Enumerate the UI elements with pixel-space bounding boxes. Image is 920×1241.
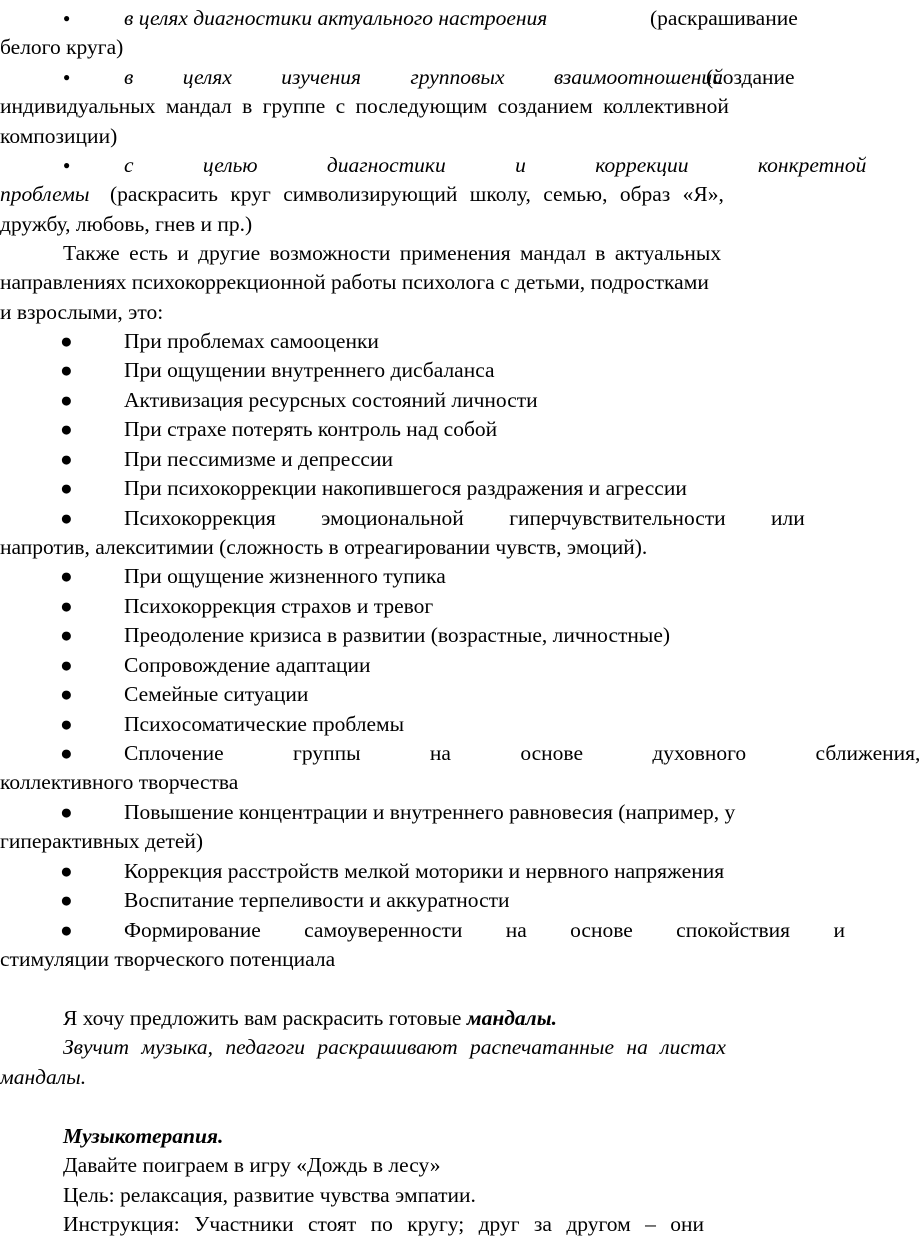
- list-item: Повышение концентрации и внутреннего равновесия (например, у: [124, 800, 736, 824]
- bullet-dot: ●: [60, 594, 73, 618]
- bullet-dot: ●: [60, 918, 73, 942]
- list-item: Семейные ситуации: [124, 682, 309, 706]
- offer-line: [63, 1004, 557, 1034]
- music-note-line2: мандалы.: [0, 1065, 87, 1089]
- list-item: Коррекция расстройств мелкой моторики и нервного напряжения: [124, 859, 725, 883]
- intro-bullet-3-italic-line1: с целью диагностики и коррекции конкретной: [124, 153, 867, 177]
- list-item: Сопровождение адаптации: [124, 653, 371, 677]
- bullet-dot: ●: [60, 564, 73, 588]
- goal-line: Цель: релаксация, развитие чувства эмпатии.: [63, 1183, 476, 1207]
- bullet-dot: ●: [60, 447, 73, 471]
- bullet-dot: ●: [60, 859, 73, 883]
- list-item: При страхе потерять контроль над собой: [124, 417, 498, 441]
- bullet-dot: ●: [60, 712, 73, 736]
- list-item: Формирование самоуверенности на основе спокойствия и: [124, 918, 845, 942]
- bullet-dot: ●: [60, 388, 73, 412]
- intro-bullet-1-italic: [124, 4, 646, 34]
- list-item: При проблемах самооценки: [124, 329, 379, 353]
- intro-bullet-1-rest: (раскрашивание: [650, 6, 798, 30]
- list-item: Психосоматические проблемы: [124, 712, 405, 736]
- bullet-dot: ●: [63, 158, 71, 172]
- list-item-continuation: стимуляции творческого потенциала: [0, 947, 336, 971]
- list-item-continuation: коллективного творчества: [0, 770, 239, 794]
- bullet-dot: ●: [60, 623, 73, 647]
- list-item: При ощущение жизненного тупика: [124, 564, 446, 588]
- bullet-dot: ●: [60, 741, 73, 765]
- intro-bullet-2-rest-line2: индивидуальных мандал в группе с последующим созданием коллективной: [0, 94, 729, 118]
- bullet-dot: ●: [60, 653, 73, 677]
- instruction-line1: Инструкция: Участники стоят по кругу; друг за другом – они: [63, 1212, 704, 1236]
- list-item: Психокоррекция эмоциональной гиперчувствительности или: [124, 506, 805, 530]
- bullet-dot: ●: [60, 476, 73, 500]
- list-item-continuation: напротив, алекситимии (сложность в отреагировании чувств, эмоций).: [0, 535, 648, 559]
- intro-bullet-1-italic-text: в целях диагностики актуального настроения: [124, 6, 548, 30]
- list-item: Воспитание терпеливости и аккуратности: [124, 888, 510, 912]
- bullet-dot: ●: [60, 800, 73, 824]
- list-item: При психокоррекции накопившегося раздражения и агрессии: [124, 476, 687, 500]
- music-note-line1: Звучит музыка, педагоги раскрашивают распечатанные на листах: [63, 1035, 726, 1059]
- intro-bullet-1-rest-line2: белого круга): [0, 35, 124, 59]
- list-item: Активизация ресурсных состояний личности: [124, 388, 538, 412]
- list-item: При ощущении внутреннего дисбаланса: [124, 358, 495, 382]
- offer-emphasis: мандалы.: [466, 1006, 558, 1030]
- list-item-continuation: гиперактивных детей): [0, 829, 204, 853]
- paragraph-line2: направлениях психокоррекционной работы психолога с детьми, подростками: [0, 270, 709, 294]
- section-heading: Музыкотерапия.: [63, 1124, 224, 1148]
- bullet-dot: ●: [60, 329, 73, 353]
- offer-text: Я хочу предложить вам раскрасить готовые: [63, 1006, 467, 1030]
- intro-bullet-3-rest-line2: (раскрасить круг символизирующий школу, семью, образ «Я»,: [110, 182, 724, 206]
- bullet-dot: ●: [60, 417, 73, 441]
- list-item: Психокоррекция страхов и тревог: [124, 594, 434, 618]
- intro-bullet-3-rest-line3: дружбу, любовь, гнев и пр.): [0, 212, 253, 236]
- game-title: Давайте поиграем в игру «Дождь в лесу»: [63, 1153, 441, 1177]
- list-item: При пессимизме и депрессии: [124, 447, 393, 471]
- bullet-dot: ●: [63, 70, 71, 84]
- bullet-dot: ●: [60, 506, 73, 530]
- bullet-dot: ●: [60, 682, 73, 706]
- paragraph-line1: Также есть и другие возможности применения мандал в актуальных: [63, 241, 722, 265]
- intro-bullet-2-italic: в целях изучения групповых взаимоотношений: [124, 65, 723, 89]
- intro-bullet-2-rest: (создание: [706, 65, 795, 89]
- bullet-dot: ●: [60, 358, 73, 382]
- list-item: Сплочение группы на основе духовного сближения,: [124, 741, 920, 765]
- bullet-dot: ●: [60, 888, 73, 912]
- intro-bullet-2-rest-line3: композиции): [0, 124, 118, 148]
- paragraph-line3: и взрослыми, это:: [0, 300, 164, 324]
- intro-bullet-3-italic-line2: проблемы: [0, 182, 90, 206]
- list-item: Преодоление кризиса в развитии (возрастные, личностные): [124, 623, 671, 647]
- bullet-dot: ●: [63, 11, 71, 25]
